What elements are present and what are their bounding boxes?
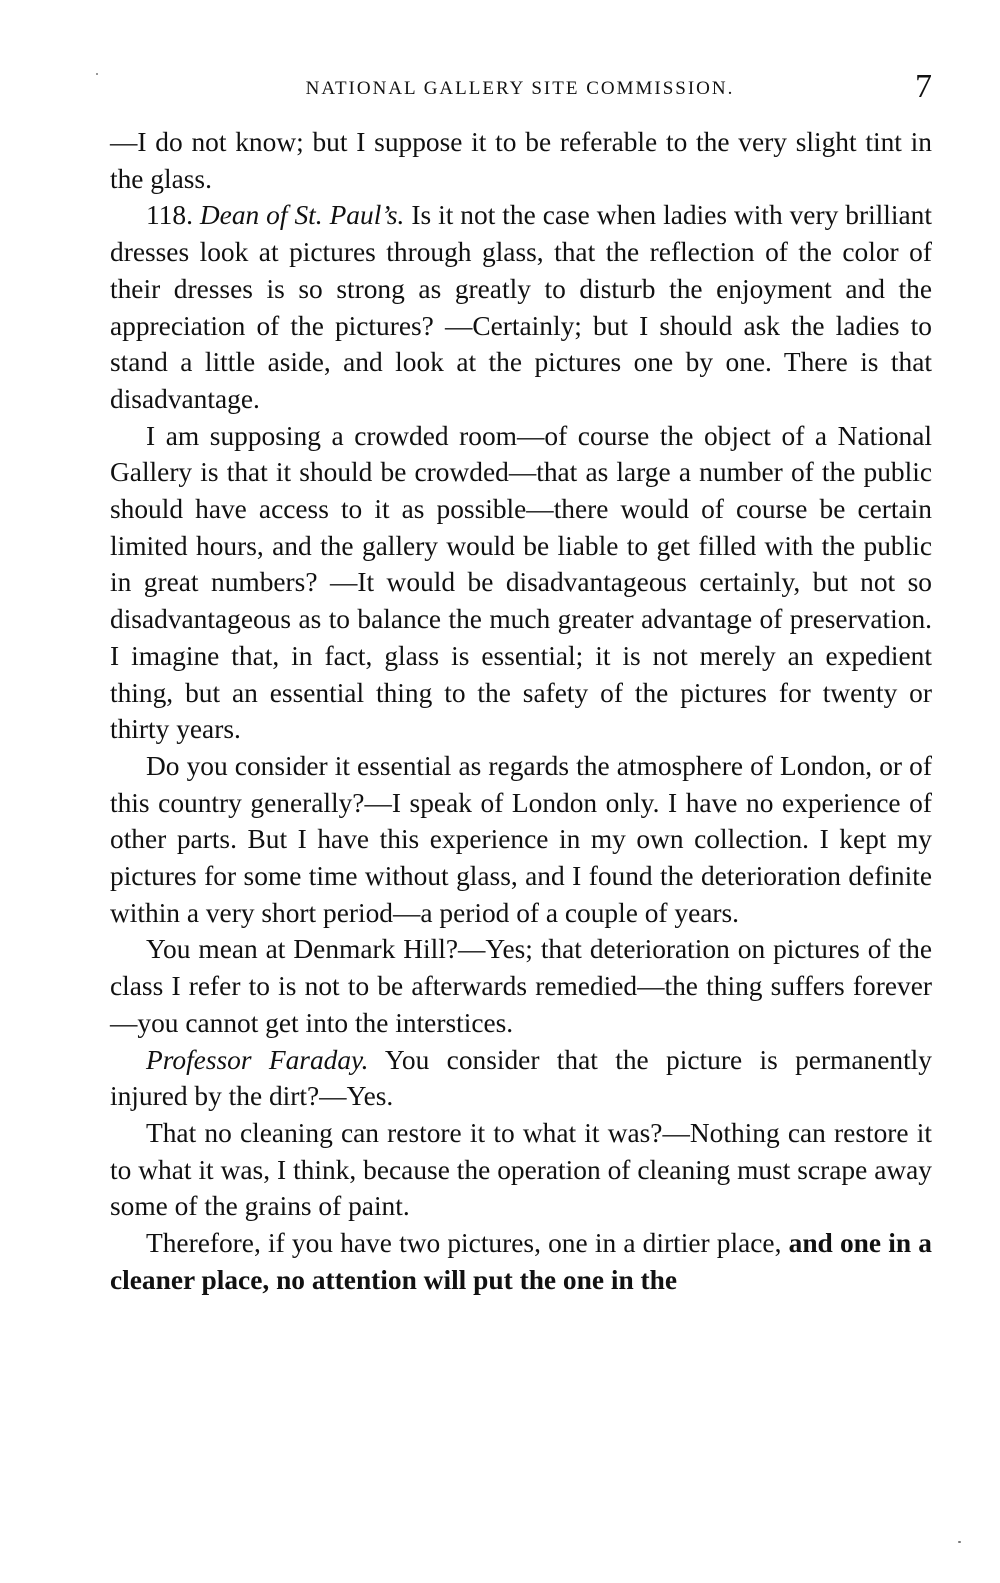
paragraph-text: Is it not the case when ladies with very brilliant dresses look at pictures through glass, that the reflection of the color of their dresses is so strong as greatly to disturb the enjoyment and the appreciation of the pictures? —Certainly; but I should ask the ladies to stand a little aside, and look at the pictures one by one. There is that disadvantage. xyxy=(110,200,932,414)
print-speck xyxy=(958,1541,961,1543)
paragraph-text-continued: and one in a cleaner place, no attention will put the one in the xyxy=(110,1228,932,1295)
paragraph-3 xyxy=(110,418,932,748)
speaker-name: Professor Faraday. xyxy=(146,1044,369,1075)
paragraph-text: I am supposing a crowded room—of course the object of a National Gallery is that it should be crowded—that as large a number of the public should have access to it as possible—there would of course be certain limited hours, and the gallery would be liable to get filled with the public in great numbers? —It would be disadvantageous certainly, but not so disadvantageous as to balance the much greater advantage of preservation. I imagine that, in fact, glass is essential; it is not merely an expedient thing, but an essential thing to the safety of the pictures for twenty or thirty years. xyxy=(110,420,932,745)
paragraph-text: Therefore, if you have two pictures, one in a dirtier place, xyxy=(146,1228,782,1259)
page-number: 7 xyxy=(915,68,932,105)
paragraph-text: You consider that the picture is permanently injured by the dirt?—Yes. xyxy=(110,1044,932,1112)
paragraph-5 xyxy=(110,931,932,1041)
paragraph-text: You mean at Denmark Hill?—Yes; that deterioration on pictures of the class I refer to is not to be afterwards remedied—the thing suffers forever—you cannot get into the interstices. xyxy=(110,934,932,1038)
question-number: 118. xyxy=(146,200,193,231)
paragraph-4 xyxy=(110,748,932,932)
body-text xyxy=(110,124,932,1299)
speaker-name: Dean of St. Paul’s. xyxy=(199,200,405,231)
paragraph-1 xyxy=(110,124,932,197)
running-title: NATIONAL GALLERY SITE COMMISSION. xyxy=(305,78,735,99)
paragraph-text: Do you consider it essential as regards the atmosphere of London, or of this country generally?—I speak of London only. I have no experience of other parts. But I have this experience in my own collection. I kept my pictures for some time without glass, and I found the deterioration definite within a very short period—a period of a couple of years. xyxy=(110,750,932,928)
paragraph-text: —I do not know; but I suppose it to be referable to the very slight tint in the glass. xyxy=(110,127,932,194)
paragraph-text: That no cleaning can restore it to what it was?—Nothing can restore it to what it was, I think, because the operation of cleaning must scrape away some of the grains of paint. xyxy=(110,1117,932,1222)
paragraph-7 xyxy=(110,1115,932,1225)
paragraph-6 xyxy=(110,1042,932,1115)
paragraph-2 xyxy=(110,197,932,417)
print-speck xyxy=(96,73,98,75)
running-head xyxy=(108,70,932,110)
paragraph-8 xyxy=(110,1225,932,1298)
